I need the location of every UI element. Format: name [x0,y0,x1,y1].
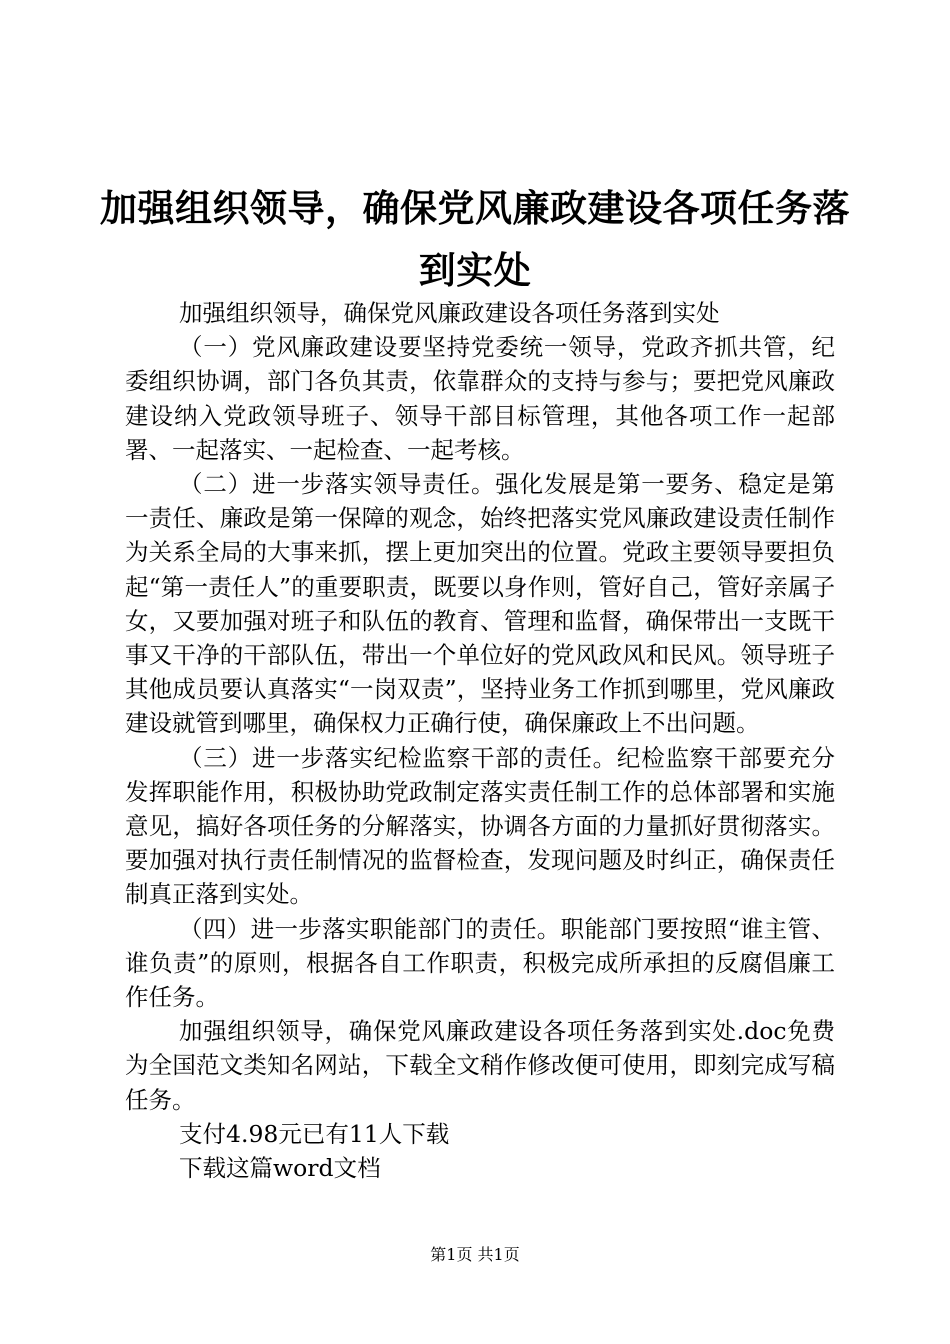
document-title: 加强组织领导，确保党风廉政建设各项任务落到实处 [100,187,850,292]
body-paragraph-2: （二）进一步落实领导责任。强化发展是第一要务、稳定是第一责任、廉政是第一保障的观念，始终把落实党风廉政建设责任制作为关系全局的大事来抓，摆上更加突出的位置。党政主要领导要担负起“第一责任人”的重要职责，既要以身作则，管好自己，管好亲属子女，又要加强对班子和队伍的教育、管理和监督，确保带出一支既干事又干净的干部队伍，带出一个单位好的党风政风和民风。领导班子其他成员要认真落实“一岗双责”，坚持业务工作抓到哪里，党风廉政建设就管到哪里，确保权力正确行使，确保廉政上不出问题。 [125,470,835,738]
body-paragraph-1: （一）党风廉政建设要坚持党委统一领导，党政齐抓共管，纪委组织协调，部门各负其责，依靠群众的支持与参与；要把党风廉政建设纳入党政领导班子、领导干部目标管理，其他各项工作一起部署、一起落实、一起检查、一起考核。 [125,333,835,464]
document-body [125,296,835,1185]
body-paragraph-3: （三）进一步落实纪检监察干部的责任。纪检监察干部要充分发挥职能作用，积极协助党政制定落实责任制工作的总体部署和实施意见，搞好各项任务的分解落实，协调各方面的力量抓好贯彻落实。要加强对执行责任制情况的监督检查，发现问题及时纠正，确保责任制真正落到实处。 [125,743,835,909]
body-paragraph-4: （四）进一步落实职能部门的责任。职能部门要按照“谁主管、谁负责”的原则，根据各自工作职责，积极完成所承担的反腐倡廉工作任务。 [125,914,835,1012]
download-link[interactable]: 下载这篇word文档 [179,1154,381,1183]
body-paragraph-download-note: 加强组织领导，确保党风廉政建设各项任务落到实处.doc免费为全国范文类知名网站，下载全文稍作修改便可使用，即刻完成写稿任务。 [125,1017,835,1114]
payment-info: 支付4.98元已有11人下载 [179,1119,450,1148]
body-paragraph-heading: 加强组织领导，确保党风廉政建设各项任务落到实处 [179,299,720,327]
page-footer: 第1页 共1页 [430,1245,520,1264]
